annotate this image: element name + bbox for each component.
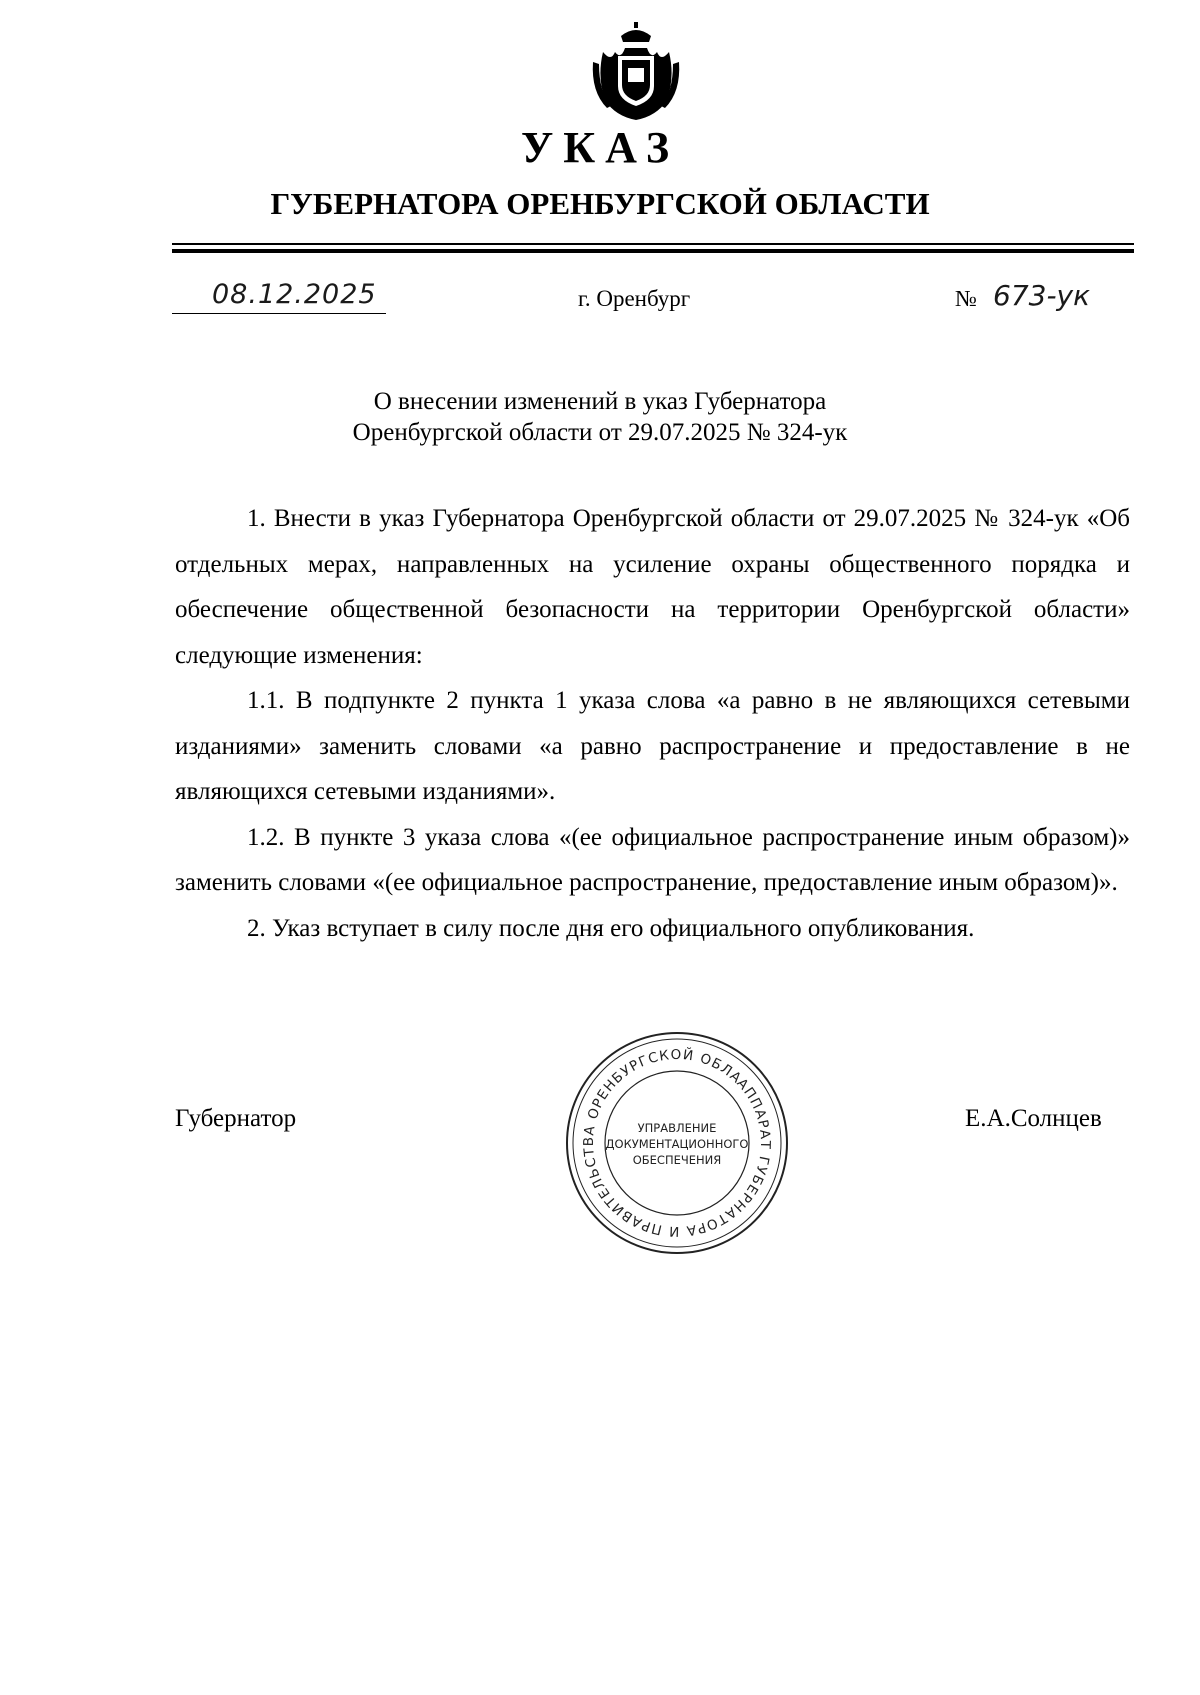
signatory-name: Е.А.Солнцев [965,1105,1102,1132]
paragraph-1-2: 1.2. В пункте 3 указа слова «(ее официальное распространение иным образом)» заменить словами «(ее официальное распространение, предоставление иным образом)». [175,823,1130,896]
issue-city: г. Оренбург [578,286,691,311]
heading-line-1: О внесении изменений в указ Губернатора [373,388,827,415]
paragraph-1: 1. Внести в указ Губернатора Оренбургской области от 29.07.2025 № 324-ук «Об отдельных мерах, направленных на усиление охраны общественного порядка и обеспечение общественной безопасности на территории Оренбургской области» следующие изменения: [175,505,1130,669]
document-type-title: УКАЗ [520,123,680,172]
decree-date: 08.12.2025 [212,279,377,310]
stamp-center-line-3: ОБЕСПЕЧЕНИЯ [632,1153,722,1167]
header-divider-thick [172,249,1134,253]
heading-line-2: Оренбургской области от 29.07.2025 № 324-ук [352,419,848,446]
decree-date-block [172,279,392,317]
stamp-center-line-2: ДОКУМЕНТАЦИОННОГО [605,1137,749,1151]
decree-number: 673-ук [993,279,1091,312]
paragraph-2: 2. Указ вступает в силу после дня его официального опубликования. [247,914,975,942]
header-divider-thin [172,243,1134,245]
stamp-ring-text: АППАРАТ ГУБЕРНАТОРА И ПРАВИТЕЛЬСТВА ОРЕНБУРГСКОЙ ОБЛАСТИ [580,1046,774,1240]
decree-heading [0,386,1200,448]
official-stamp [564,1030,790,1256]
stamp-center-line-1: УПРАВЛЕНИЕ [637,1121,717,1135]
coat-of-arms-icon [591,22,681,122]
date-underline [172,313,386,314]
signatory-title: Губернатор [175,1105,297,1132]
number-sign: № [955,286,977,311]
decree-body [175,496,1130,951]
paragraph-1-1: 1.1. В подпункте 2 пункта 1 указа слова «а равно в не являющихся сетевыми изданиями» заменить словами «а равно распространение и предоставление в не являющихся сетевыми изданиями». [175,687,1130,805]
issuer-title: ГУБЕРНАТОРА ОРЕНБУРГСКОЙ ОБЛАСТИ [270,186,930,221]
